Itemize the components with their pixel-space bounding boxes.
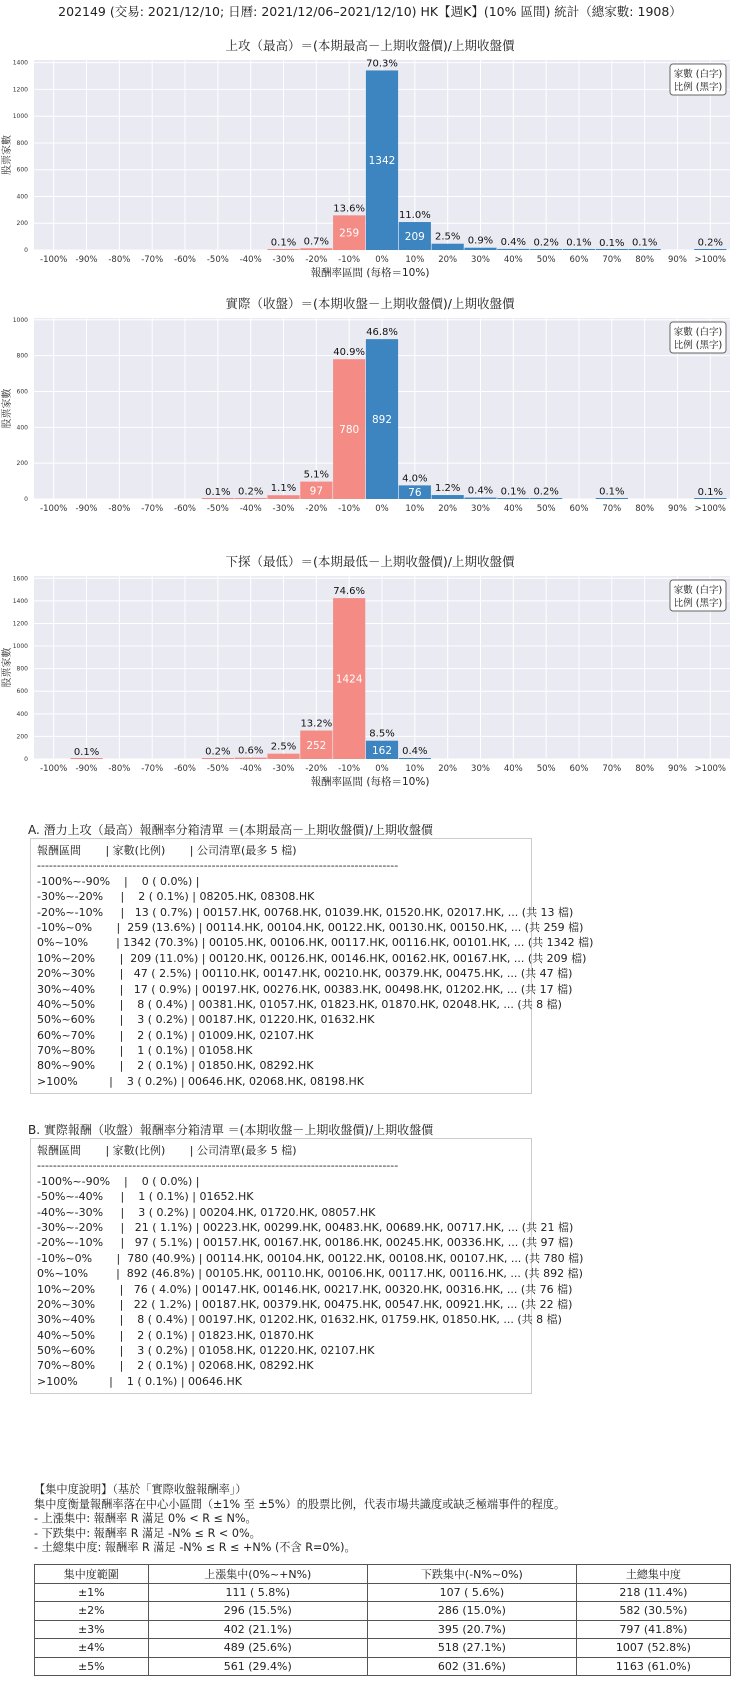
bar-pct-label: 0.1% (599, 486, 625, 498)
x-tick-label: >100% (694, 255, 727, 265)
bar-count-label: 209 (404, 231, 425, 244)
x-tick-label: 60% (569, 255, 589, 265)
bar-pct-label: 0.1% (599, 237, 625, 249)
bar-count-label: 1342 (368, 155, 396, 168)
bar-count-label: 252 (306, 739, 327, 752)
list-a-title: A. 潛力上攻（最高）報酬率分箱清單 ＝(本期最高－上期收盤價)/上期收盤價 (28, 823, 433, 837)
x-tick-label: 70% (602, 504, 622, 514)
table-cell: 518 (27.1%) (367, 1639, 576, 1658)
x-tick-label: 80% (635, 504, 655, 514)
table-cell: ±3% (35, 1620, 149, 1639)
x-tick-label: 70% (602, 255, 622, 265)
bar (235, 498, 267, 499)
legend-line-1: 家數 (白字) (673, 327, 723, 338)
list-line: -50%~-40% | 1 ( 0.1%) | 01652.HK (37, 1190, 254, 1204)
bar-pct-label: 0.1% (270, 237, 297, 249)
bar-pct-label: 0.7% (303, 236, 330, 248)
y-tick-label: 800 (16, 139, 28, 147)
bar (464, 248, 496, 250)
y-tick-label: 1000 (12, 113, 28, 121)
bar (399, 758, 431, 759)
table-row (35, 1639, 731, 1658)
x-tick-label: 80% (635, 255, 655, 265)
y-tick-label: 200 (16, 733, 28, 741)
y-tick-label: 1600 (12, 575, 28, 583)
list-line: 10%~20% | 76 ( 4.0%) | 00147.HK, 00146.HK, 00217.HK, 00320.HK, 00316.HK, ... (共 76 檔) (37, 1282, 573, 1296)
bar (267, 249, 299, 250)
list-line: 0%~10% | 892 (46.8%) | 00105.HK, 00110.HK, 00106.HK, 00117.HK, 00116.HK, ... (共 892 檔) (37, 1267, 583, 1281)
bar-pct-label: 0.1% (205, 486, 231, 498)
bar-pct-label: 0.2% (237, 486, 264, 498)
x-tick-label: -90% (75, 764, 98, 774)
table-row (35, 1620, 731, 1639)
x-tick-label: -60% (174, 504, 197, 514)
chart-title: 下探（最低）＝(本期最低－上期收盤價)/上期收盤價 (225, 554, 515, 569)
x-tick-label: -90% (75, 504, 98, 514)
bar-pct-label: 0.2% (533, 486, 559, 498)
table-cell: 1007 (52.8%) (576, 1639, 730, 1658)
list-line: 0%~10% | 1342 (70.3%) | 00105.HK, 00106.HK, 00117.HK, 00116.HK, 00101.HK, ... (共 1342 檔) (37, 936, 594, 950)
x-tick-label: 50% (536, 504, 556, 514)
bar-pct-label: 2.5% (270, 741, 297, 753)
bar-pct-label: 0.2% (205, 746, 231, 758)
bar-pct-label: 0.9% (467, 235, 494, 247)
x-tick-label: -80% (108, 504, 131, 514)
table-row (35, 1657, 731, 1676)
bar-pct-label: 1.2% (434, 483, 461, 495)
table-cell: 218 (11.4%) (576, 1583, 730, 1602)
y-tick-label: 1000 (12, 643, 28, 651)
table-cell: ±1% (35, 1583, 149, 1602)
bar-pct-label: 0.6% (237, 745, 264, 757)
x-tick-label: -70% (141, 764, 164, 774)
x-tick-label: 10% (405, 504, 425, 514)
list-line: 30%~40% | 8 ( 0.4%) | 00197.HK, 01202.HK, 01632.HK, 01759.HK, 01850.HK, ... (共 8 檔) (37, 1313, 562, 1327)
x-tick-label: -100% (40, 764, 68, 774)
bar-pct-label: 0.2% (533, 237, 559, 249)
list-line: -40%~-30% | 3 ( 0.2%) | 00204.HK, 01720.HK, 08057.HK (37, 1205, 376, 1219)
bar (596, 498, 628, 499)
y-tick-label: 0 (24, 496, 28, 503)
list-line: >100% | 1 ( 0.1%) | 00646.HK (37, 1374, 243, 1388)
x-tick-label: 80% (635, 764, 655, 774)
bar (464, 498, 496, 499)
list-line: -30%~-20% | 21 ( 1.1%) | 00223.HK, 00299.HK, 00483.HK, 00689.HK, 00717.HK, ... (共 21 檔) (37, 1220, 574, 1234)
bar (530, 249, 562, 250)
table-cell: 602 (31.6%) (367, 1657, 576, 1676)
x-tick-label: 0% (375, 504, 389, 514)
table-cell: ±2% (35, 1602, 149, 1621)
list-line: 60%~70% | 2 ( 0.1%) | 01009.HK, 02107.HK (37, 1028, 314, 1042)
x-tick-label: 90% (668, 764, 687, 774)
concentration-line: 【集中度說明】（基於「實際收盤報酬率」） (34, 1483, 247, 1496)
concentration-notes (34, 1483, 565, 1556)
x-tick-label: 40% (503, 764, 523, 774)
x-tick-label: -30% (272, 504, 295, 514)
legend-line-2: 比例 (黑字) (673, 340, 723, 351)
list-line: -10%~0% | 259 (13.6%) | 00114.HK, 00104.HK, 00122.HK, 00130.HK, 00150.HK, ... (共 259 檔) (37, 920, 584, 934)
x-tick-label: -90% (75, 255, 98, 265)
table-cell: 286 (15.0%) (367, 1602, 576, 1621)
bar (267, 754, 299, 759)
bar-pct-label: 11.0% (398, 210, 431, 222)
bar-count-label: 259 (339, 227, 360, 240)
bar-pct-label: 0.1% (500, 486, 527, 498)
bar-pct-label: 2.5% (434, 231, 461, 243)
chart-close (0, 296, 740, 540)
x-tick-label: -70% (141, 504, 164, 514)
x-tick-label: -100% (40, 504, 68, 514)
x-tick-label: 90% (668, 504, 687, 514)
x-tick-label: -30% (272, 255, 295, 265)
list-b-box (30, 1138, 584, 1394)
table-header-cell: 下跌集中(-N%~0%) (367, 1565, 576, 1584)
list-line: -100%~-90% | 0 ( 0.0%) | (37, 1174, 200, 1188)
table-cell: 296 (15.5%) (148, 1602, 367, 1621)
bar (300, 248, 332, 250)
table-header-cell: 集中度範圍 (35, 1565, 149, 1584)
table-cell: 489 (25.6%) (148, 1639, 367, 1658)
legend-line-1: 家數 (白字) (673, 585, 723, 596)
chart-close-svg (0, 296, 740, 540)
list-line: >100% | 3 ( 0.2%) | 00646.HK, 02068.HK, 08198.HK (37, 1074, 364, 1088)
x-tick-label: 50% (536, 255, 556, 265)
list-line: 40%~50% | 8 ( 0.4%) | 00381.HK, 01057.HK, 01823.HK, 01870.HK, 02048.HK, ... (共 8 檔) (37, 997, 562, 1011)
bar-pct-label: 13.6% (333, 203, 366, 215)
bar-pct-label: 70.3% (366, 58, 398, 70)
y-tick-label: 200 (16, 220, 28, 228)
x-tick-label: 30% (471, 504, 490, 514)
y-tick-label: 200 (16, 460, 28, 468)
bar-pct-label: 13.2% (300, 718, 333, 730)
bar (70, 758, 102, 759)
table-cell: 395 (20.7%) (367, 1620, 576, 1639)
chart-upside-svg (0, 38, 740, 290)
bar (432, 495, 464, 499)
x-tick-label: -20% (305, 504, 328, 514)
bar-pct-label: 4.0% (402, 473, 428, 485)
x-tick-label: -40% (239, 255, 262, 265)
bar-pct-label: 0.1% (631, 237, 658, 249)
list-line: -20%~-10% | 97 ( 5.1%) | 00157.HK, 00167.HK, 00186.HK, 00245.HK, 00336.HK, ... (共 97 檔) (37, 1236, 574, 1250)
list-line: 報酬區間 | 家數(比例) | 公司清單(最多 5 檔) (37, 1144, 297, 1157)
concentration-line: - 上漲集中: 報酬率 R 滿足 0% < R ≤ N%。 (34, 1512, 257, 1525)
y-tick-label: 0 (24, 756, 28, 763)
x-tick-label: >100% (694, 504, 727, 514)
x-tick-label: -70% (141, 255, 164, 265)
y-tick-label: 400 (16, 424, 28, 432)
y-tick-label: 1400 (12, 59, 28, 67)
legend-line-2: 比例 (黑字) (673, 82, 723, 93)
x-tick-label: 20% (438, 255, 458, 265)
x-tick-label: -20% (305, 764, 328, 774)
x-tick-label: 90% (668, 255, 687, 265)
bar (202, 498, 234, 499)
table-cell: 107 ( 5.6%) (367, 1583, 576, 1602)
y-tick-label: 1200 (12, 86, 28, 94)
list-line: 報酬區間 | 家數(比例) | 公司清單(最多 5 檔) (37, 844, 297, 857)
x-tick-label: >100% (694, 764, 727, 774)
x-tick-label: 0% (375, 764, 389, 774)
x-tick-label: 20% (438, 504, 458, 514)
legend-line-2: 比例 (黑字) (673, 598, 723, 609)
table-row (35, 1602, 731, 1621)
table-cell: 402 (21.1%) (148, 1620, 367, 1639)
bar (530, 498, 562, 499)
bar-count-label: 162 (371, 744, 393, 757)
list-b-title: B. 實際報酬（收盤）報酬率分箱清單 ＝(本期收盤－上期收盤價)/上期收盤價 (28, 1123, 434, 1137)
bar-count-label: 76 (408, 487, 422, 500)
y-axis-label: 股票家數 (2, 388, 13, 429)
table-header-cell: 上漲集中(0%~+N%) (148, 1565, 367, 1584)
list-a-box (30, 838, 594, 1094)
list-line: 70%~80% | 2 ( 0.1%) | 02068.HK, 08292.HK (37, 1359, 314, 1373)
x-tick-label: -100% (40, 255, 68, 265)
table-cell: 797 (41.8%) (576, 1620, 730, 1639)
list-line: -20%~-10% | 13 ( 0.7%) | 00157.HK, 00768.HK, 01039.HK, 01520.HK, 02017.HK, ... (共 13 檔) (37, 905, 574, 919)
chart-title: 實際（收盤）＝(本期收盤－上期收盤價)/上期收盤價 (225, 296, 515, 311)
x-tick-label: -40% (239, 764, 262, 774)
list-line: 20%~30% | 47 ( 2.5%) | 00110.HK, 00147.HK, 00210.HK, 00379.HK, 00475.HK, ... (共 47 檔) (37, 967, 573, 981)
y-tick-label: 800 (16, 665, 28, 673)
x-tick-label: 10% (405, 764, 425, 774)
list-line: ------------------------------------------------------------------------------------------- (37, 859, 399, 873)
bar (267, 495, 299, 499)
concentration-line: - 土總集中度: 報酬率 R 滿足 -N% ≤ R ≤ +N% (不含 R=0%)。 (34, 1541, 356, 1554)
bar-pct-label: 1.1% (270, 483, 297, 495)
bar (235, 758, 267, 759)
x-tick-label: -60% (174, 764, 197, 774)
x-tick-label: -80% (108, 255, 131, 265)
y-tick-label: 800 (16, 352, 28, 360)
bar (497, 498, 529, 499)
list-line: 20%~30% | 22 ( 1.2%) | 00187.HK, 00379.HK, 00475.HK, 00547.HK, 00921.HK, ... (共 22 檔) (37, 1297, 573, 1311)
list-line: -30%~-20% | 2 ( 0.1%) | 08205.HK, 08308.HK (37, 890, 315, 904)
x-axis-label: 報酬率區間 (每格＝10%) (310, 776, 430, 788)
y-tick-label: 600 (16, 688, 28, 696)
x-tick-label: 30% (471, 255, 490, 265)
y-tick-label: 400 (16, 193, 28, 201)
x-tick-label: -50% (206, 764, 229, 774)
list-line: ------------------------------------------------------------------------------------------- (37, 1159, 399, 1173)
x-tick-label: 50% (536, 764, 556, 774)
bar-pct-label: 0.1% (73, 746, 100, 758)
y-axis-label: 股票家數 (2, 647, 13, 688)
concentration-line: - 下跌集中: 報酬率 R 滿足 -N% ≤ R < 0%。 (34, 1526, 261, 1540)
bar (596, 249, 628, 250)
x-tick-label: 20% (438, 764, 458, 774)
list-line: -100%~-90% | 0 ( 0.0%) | (37, 874, 200, 888)
bar (694, 249, 726, 250)
x-tick-label: 60% (569, 764, 589, 774)
x-axis-label: 報酬率區間 (每格＝10%) (310, 267, 430, 279)
x-tick-label: -80% (108, 764, 131, 774)
y-tick-label: 0 (24, 247, 28, 254)
y-tick-label: 1000 (12, 316, 28, 324)
bar (629, 249, 661, 250)
x-tick-label: -20% (305, 255, 328, 265)
chart-title: 上攻（最高）＝(本期最高－上期收盤價)/上期收盤價 (225, 38, 515, 53)
x-tick-label: -10% (338, 504, 361, 514)
y-axis-label: 股票家數 (2, 135, 13, 175)
list-line: 70%~80% | 1 ( 0.1%) | 01058.HK (37, 1044, 253, 1058)
bar (563, 249, 595, 250)
x-tick-label: 0% (375, 255, 389, 265)
x-tick-label: -60% (174, 255, 197, 265)
x-tick-label: -10% (338, 255, 361, 265)
x-tick-label: 40% (503, 504, 523, 514)
chart-upside (0, 38, 740, 290)
table-cell: ±5% (35, 1657, 149, 1676)
x-tick-label: -50% (206, 504, 229, 514)
list-line: 80%~90% | 2 ( 0.1%) | 01850.HK, 08292.HK (37, 1059, 314, 1073)
bar-pct-label: 0.4% (402, 746, 428, 758)
bar-pct-label: 0.1% (566, 237, 592, 249)
bar-pct-label: 0.2% (697, 237, 724, 249)
bar-pct-label: 74.6% (333, 586, 366, 598)
x-tick-label: -40% (239, 504, 262, 514)
table-cell: 582 (30.5%) (576, 1602, 730, 1621)
x-tick-label: 10% (405, 255, 425, 265)
bar (694, 498, 726, 499)
x-tick-label: -10% (338, 764, 361, 774)
bar-pct-label: 40.9% (333, 347, 366, 359)
bar (202, 758, 234, 759)
table-cell: ±4% (35, 1639, 149, 1658)
y-tick-label: 1400 (12, 597, 28, 605)
list-line: -10%~0% | 780 (40.9%) | 00114.HK, 00104.HK, 00122.HK, 00108.HK, 00107.HK, ... (共 780 檔) (37, 1251, 584, 1265)
concentration-line: 集中度衡量報酬率落在中心小區間（±1% 至 ±5%）的股票比例，代表市場共識度或缺乏極端事件的程度。 (34, 1497, 566, 1511)
bar-pct-label: 8.5% (369, 728, 395, 740)
concentration-table (34, 1564, 731, 1676)
table-cell: 111 ( 5.8%) (148, 1583, 367, 1602)
chart-downside (0, 554, 740, 816)
bar-pct-label: 46.8% (366, 327, 398, 339)
bar-count-label: 97 (309, 485, 324, 498)
bar-pct-label: 0.1% (697, 486, 724, 498)
concentration-table-header (35, 1565, 731, 1584)
bar-pct-label: 0.4% (500, 236, 527, 248)
y-tick-label: 600 (16, 166, 28, 174)
bar (432, 244, 464, 250)
bar (497, 249, 529, 250)
table-cell: 561 (29.4%) (148, 1657, 367, 1676)
x-tick-label: -50% (206, 255, 229, 265)
bar-count-label: 892 (371, 414, 393, 427)
x-tick-label: 40% (503, 255, 523, 265)
page-title: 202149 (交易: 2021/12/10; 日曆: 2021/12/06–2021/12/10) HK【週K】(10% 區間) 統計（總家數: 1908） (58, 4, 682, 19)
x-tick-label: 60% (569, 504, 589, 514)
x-tick-label: 30% (471, 764, 490, 774)
list-line: 50%~60% | 3 ( 0.2%) | 01058.HK, 01220.HK, 02107.HK (37, 1344, 375, 1358)
x-tick-label: 70% (602, 764, 622, 774)
y-tick-label: 400 (16, 710, 28, 718)
bar-pct-label: 5.1% (303, 469, 330, 481)
list-line: 50%~60% | 3 ( 0.2%) | 00187.HK, 01220.HK, 01632.HK (37, 1013, 375, 1027)
y-tick-label: 1200 (12, 620, 28, 628)
list-line: 40%~50% | 2 ( 0.1%) | 01823.HK, 01870.HK (37, 1328, 314, 1342)
y-tick-label: 600 (16, 388, 28, 396)
table-cell: 1163 (61.0%) (576, 1657, 730, 1676)
bar-count-label: 1424 (335, 673, 363, 686)
x-tick-label: -30% (272, 764, 295, 774)
list-line: 10%~20% | 209 (11.0%) | 00120.HK, 00126.HK, 00146.HK, 00162.HK, 00167.HK, ... (共 209 檔) (37, 951, 587, 965)
legend-line-1: 家數 (白字) (673, 69, 723, 80)
list-line: 30%~40% | 17 ( 0.9%) | 00197.HK, 00276.HK, 00383.HK, 00498.HK, 01202.HK, ... (共 17 檔) (37, 982, 573, 996)
table-header-cell: 土總集中度 (576, 1565, 730, 1584)
bar-pct-label: 0.4% (467, 485, 494, 497)
chart-downside-svg (0, 554, 740, 816)
table-row (35, 1583, 731, 1602)
bar-count-label: 780 (339, 424, 360, 437)
